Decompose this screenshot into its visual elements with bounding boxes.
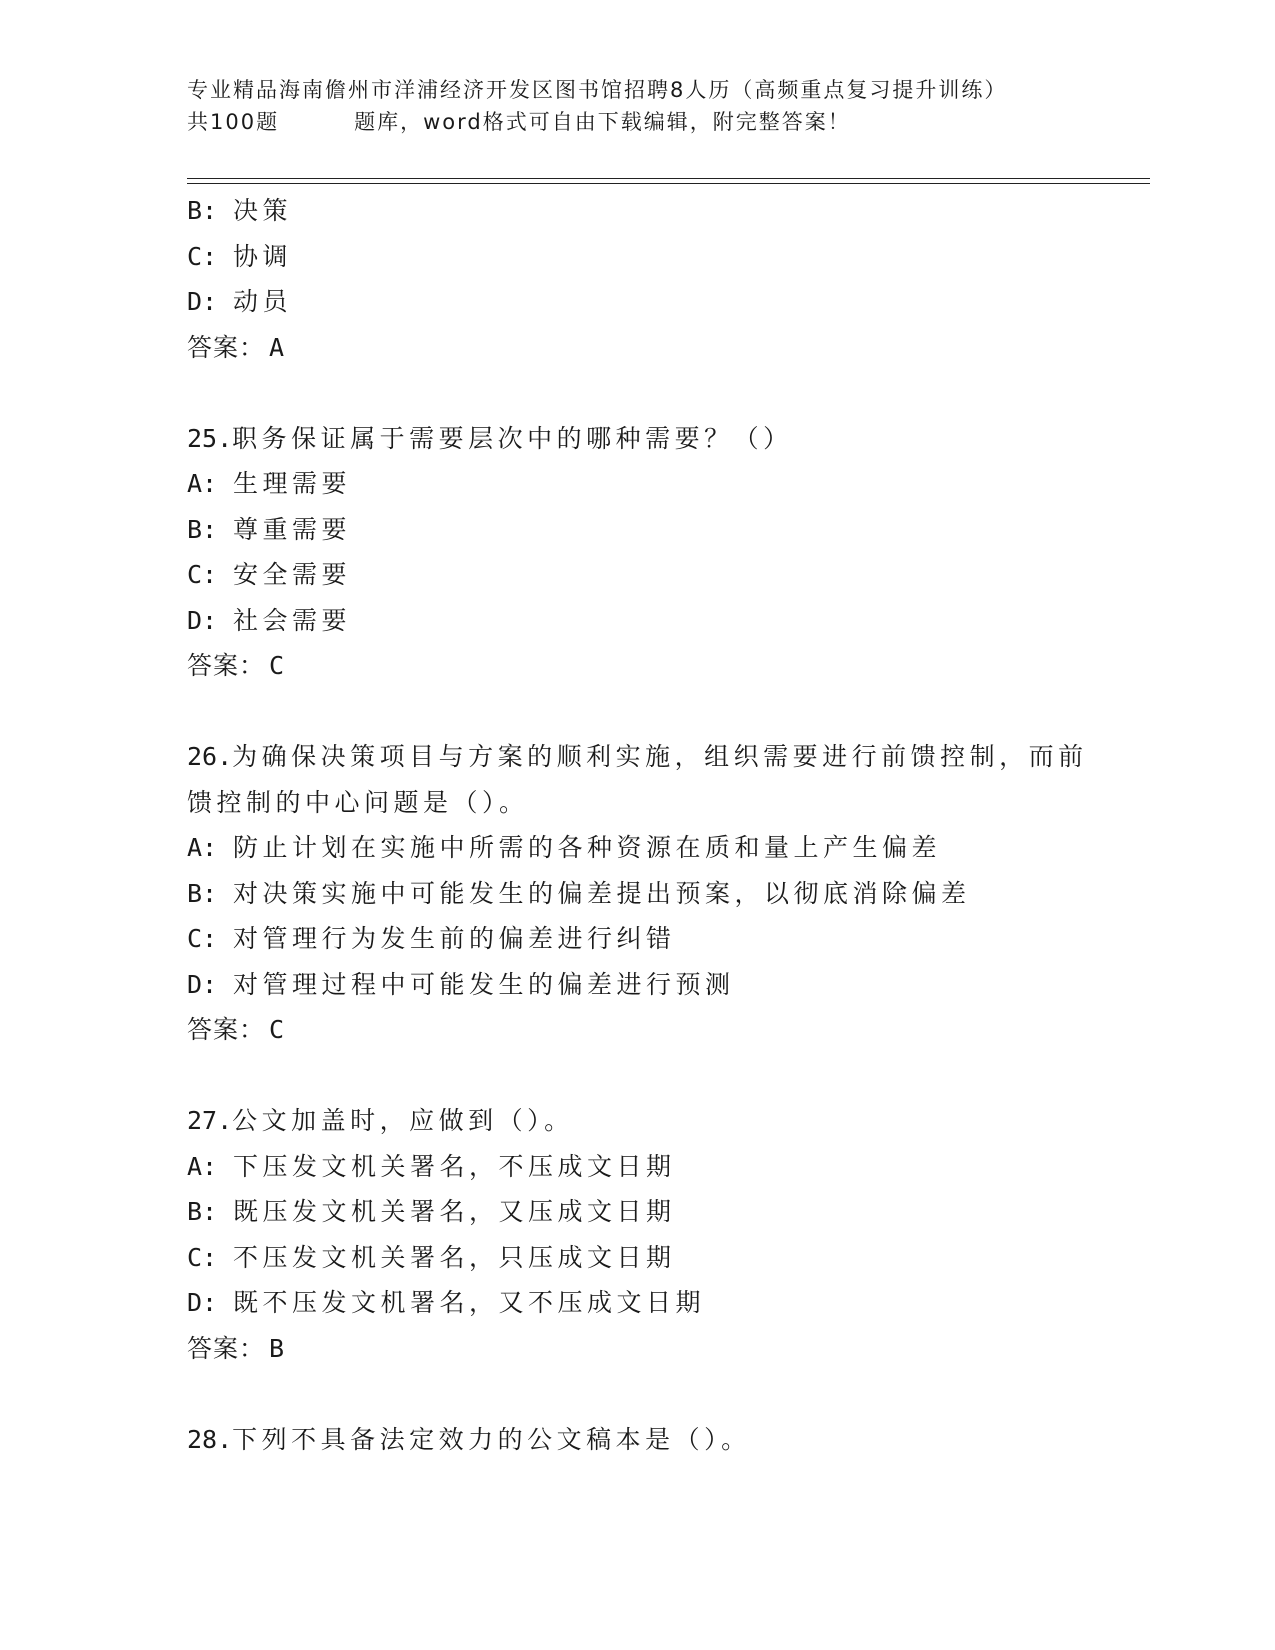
header-description: 题库，word格式可自由下载编辑，附完整答案！	[354, 110, 851, 134]
option-b: B: 对决策实施中可能发生的偏差提出预案，以彻底消除偏差	[187, 878, 971, 908]
option-a: A: 下压发文机关署名，不压成文日期	[187, 1151, 676, 1181]
option-b: B: 决策	[187, 196, 293, 225]
option-c: C: 不压发文机关署名，只压成文日期	[187, 1242, 676, 1272]
option-c: C: 对管理行为发生前的偏差进行纠错	[187, 924, 676, 953]
question-count: 共100题	[187, 110, 280, 134]
option-b: B: 既压发文机关署名，又压成文日期	[187, 1197, 676, 1226]
option-c: C: 安全需要	[187, 560, 352, 589]
question-28-text: 28.下列不具备法定效力的公文稿本是（）。	[187, 1424, 751, 1454]
option-d: D: 社会需要	[187, 605, 352, 635]
question-25-text: 25.职务保证属于需要层次中的哪种需要？（）	[187, 423, 793, 453]
header-subtitle	[187, 106, 1087, 138]
option-c: C: 协调	[187, 241, 293, 271]
question-27-text: 27.公文加盖时，应做到（）。	[187, 1106, 574, 1135]
answer-line: 答案： C	[187, 651, 286, 680]
answer-line: 答案： A	[187, 332, 286, 362]
option-d: D: 既不压发文机署名，又不压成文日期	[187, 1288, 706, 1317]
question-26-text: 26.为确保决策项目与方案的顺利实施，组织需要进行前馈控制，而前	[187, 742, 1088, 771]
option-d: D: 动员	[187, 287, 293, 316]
option-d: D: 对管理过程中可能发生的偏差进行预测	[187, 969, 735, 999]
header-divider-bottom	[187, 183, 1150, 184]
option-a: A: 生理需要	[187, 469, 352, 498]
answer-line: 答案： C	[187, 1015, 286, 1044]
header-divider-top	[187, 178, 1150, 179]
option-a: A: 防止计划在实施中所需的各种资源在质和量上产生偏差	[187, 833, 942, 862]
question-26-text-cont: 馈控制的中心问题是（）。	[187, 787, 529, 817]
header-title: 专业精品海南儋州市洋浦经济开发区图书馆招聘8人历（高频重点复习提升训练）	[187, 78, 1008, 102]
answer-line: 答案： B	[187, 1333, 286, 1363]
question-list	[187, 188, 1087, 1462]
document-header	[187, 74, 1087, 138]
option-b: B: 尊重需要	[187, 514, 352, 544]
